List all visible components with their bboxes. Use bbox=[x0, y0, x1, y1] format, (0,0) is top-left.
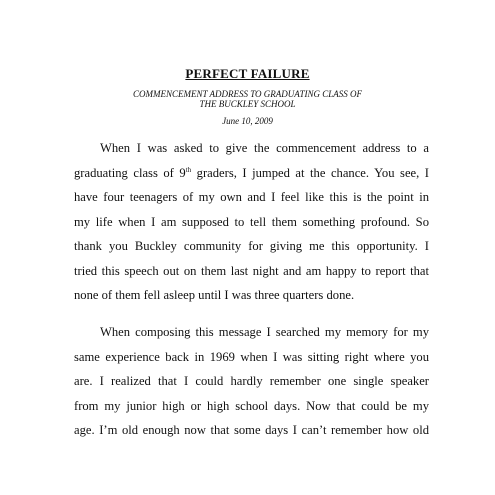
subtitle-line-2: THE BUCKLEY SCHOOL bbox=[199, 99, 296, 109]
document-title: PERFECT FAILURE bbox=[185, 66, 310, 81]
paragraph-1-line-7: none of them fell asleep until I was three quarters done. bbox=[74, 288, 355, 302]
paragraph-1-line-6: tried this speech out on them last night and am happy to report that bbox=[74, 263, 429, 278]
ordinal-superscript: th bbox=[185, 165, 192, 174]
paragraph-2-line-5: age. I’m old enough now that some days I can’t remember how old bbox=[74, 423, 429, 437]
line-2-text-post: graders, I jumped at the chance. You see, I bbox=[191, 165, 429, 180]
paragraph-1-line-2 bbox=[74, 161, 429, 186]
paragraph-2 bbox=[74, 320, 429, 443]
paragraph-2-line-4: from my junior high or high school days. Now that could be my bbox=[74, 398, 429, 413]
subtitle-line-1: COMMENCEMENT ADDRESS TO GRADUATING CLASS OF bbox=[133, 89, 362, 99]
document-subtitle bbox=[0, 89, 495, 109]
line-2-text-pre: graduating class of 9 bbox=[74, 165, 186, 180]
paragraph-2-line-2: same experience back in 1969 when I was sitting right where you bbox=[74, 349, 429, 364]
paragraph-1-line-1: When I was asked to give the commencement address to a bbox=[100, 141, 429, 155]
paragraph-1-line-4: my life when I am supposed to tell them something profound. So bbox=[74, 214, 429, 229]
paragraph-1-line-5: thank you Buckley community for giving me this opportunity. I bbox=[74, 239, 429, 253]
paragraph-2-line-3: are. I realized that I could hardly remember one single speaker bbox=[74, 374, 429, 388]
paragraph-2-line-1: When composing this message I searched my memory for my bbox=[100, 325, 429, 339]
document-date: June 10, 2009 bbox=[222, 116, 273, 126]
paragraph-1 bbox=[74, 136, 429, 308]
paragraph-1-line-3: have four teenagers of my own and I feel like this is the point in bbox=[74, 190, 429, 204]
